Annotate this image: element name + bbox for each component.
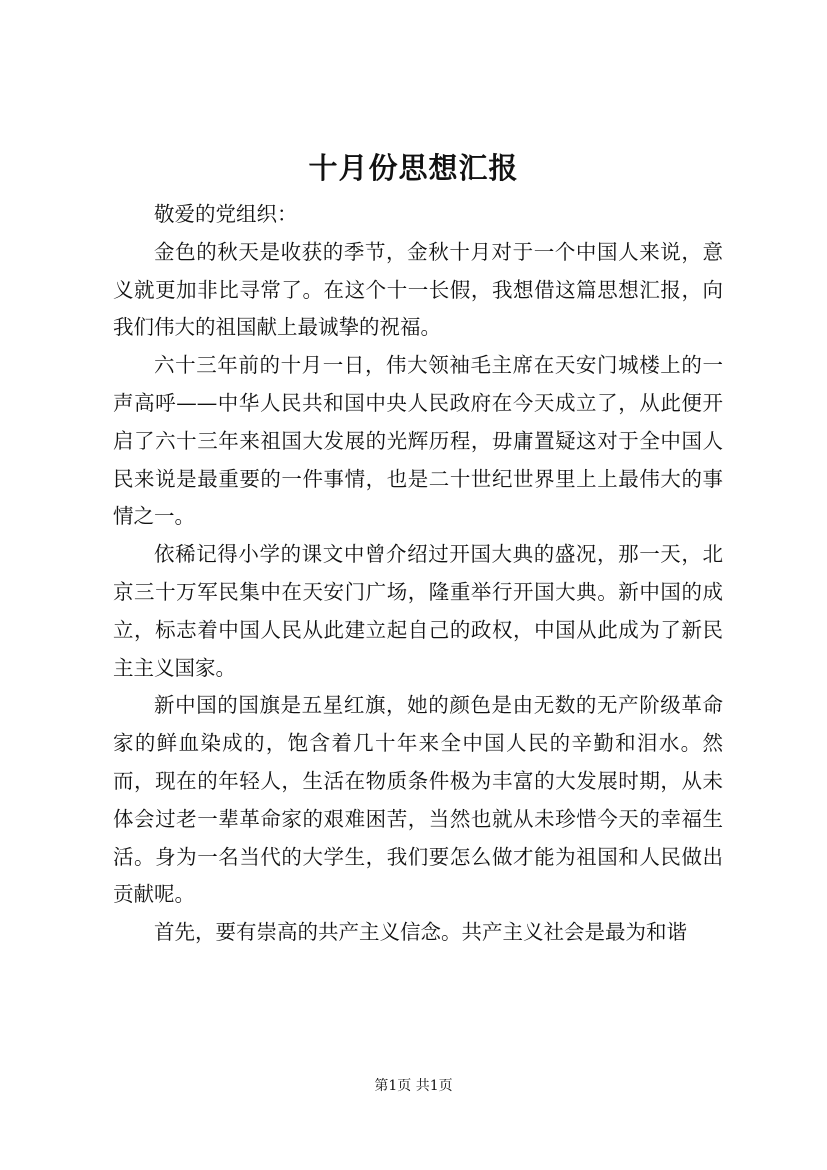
- document-body: [113, 196, 723, 952]
- paragraph: 金色的秋天是收获的季节，金秋十月对于一个中国人来说，意义就更加非比寻常了。在这个十一长假，我想借这篇思想汇报，向我们伟大的祖国献上最诚挚的祝福。: [113, 239, 723, 340]
- paragraph: 依稀记得小学的课文中曾介绍过开国大典的盛况，那一天，北京三十万军民集中在天安门广场，隆重举行开国大典。新中国的成立，标志着中国人民从此建立起自己的政权，中国从此成为了新民主主义国家。: [113, 542, 723, 680]
- document-title: 十月份思想汇报: [308, 151, 519, 185]
- salutation: 敬爱的党组织：: [154, 202, 298, 226]
- paragraph: 首先，要有崇高的共产主义信念。共产主义社会是最为和谐: [154, 920, 687, 945]
- paragraph: 六十三年前的十月一日，伟大领袖毛主席在天安门城楼上的一声高呼——中华人民共和国中央人民政府在今天成立了，从此便开启了六十三年来祖国大发展的光辉历程，毋庸置疑这对于全中国人民来说是最重要的一件事情，也是二十世纪世界里上上最伟大的事情之一。: [113, 353, 723, 529]
- page-footer: 第1页 共1页: [374, 1078, 453, 1094]
- paragraph: 新中国的国旗是五星红旗，她的颜色是由无数的无产阶级革命家的鲜血染成的，饱含着几十年来全中国人民的辛勤和泪水。然而，现在的年轻人，生活在物质条件极为丰富的大发展时期，从未体会过老一辈革命家的艰难困苦，当然也就从未珍惜今天的幸福生活。身为一名当代的大学生，我们要怎么做才能为祖国和人民做出贡献呢。: [113, 693, 723, 907]
